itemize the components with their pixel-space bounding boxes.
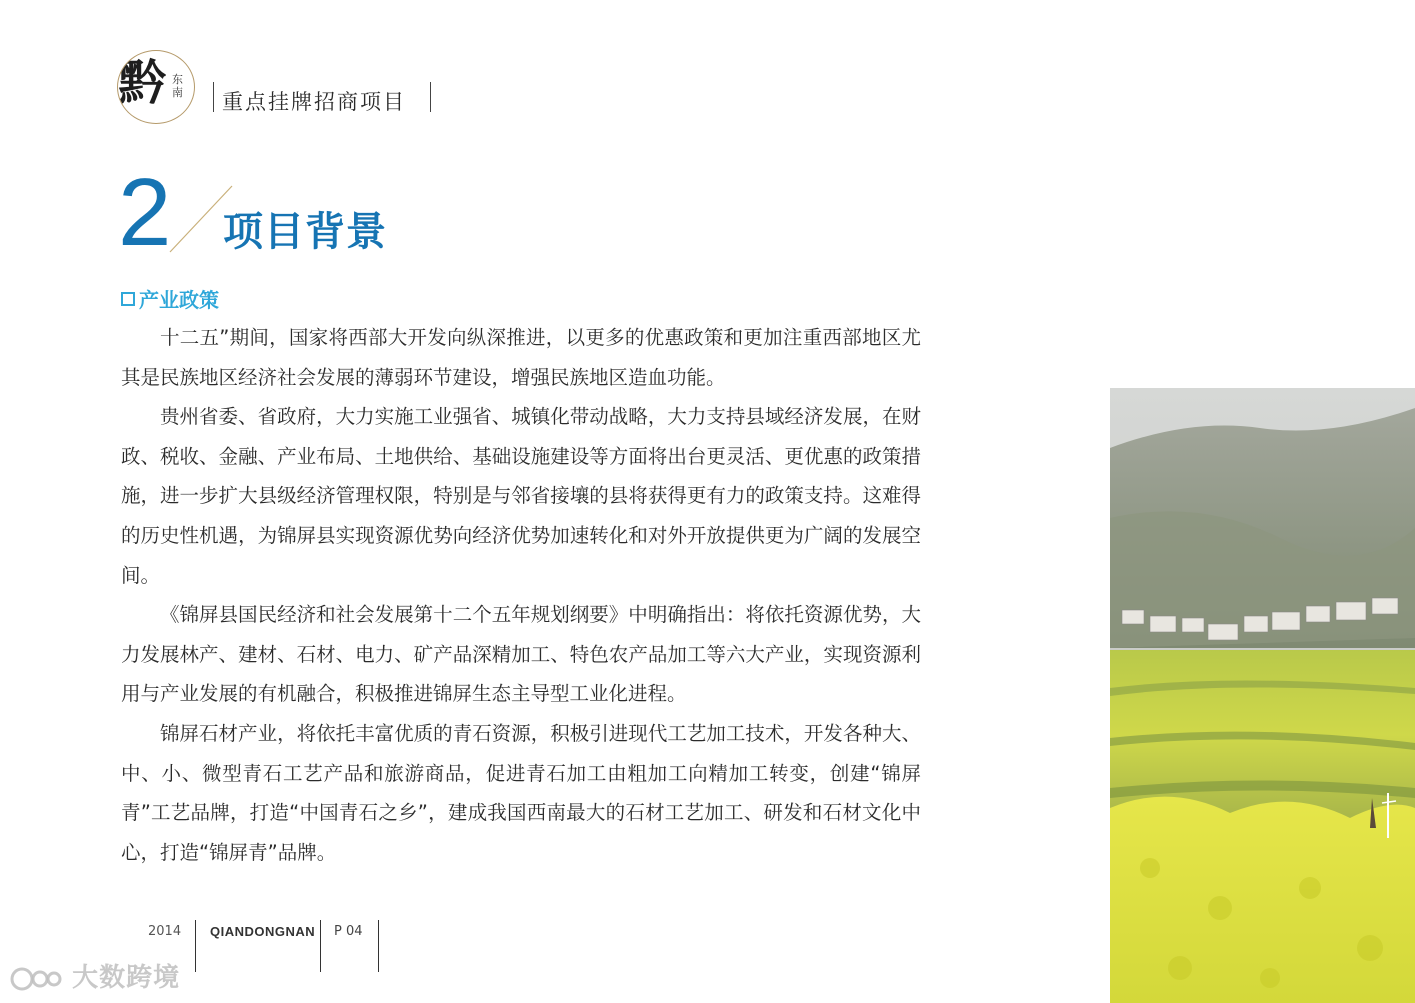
logo-sub-text: 东南: [172, 73, 183, 99]
logo-seal: [117, 50, 195, 124]
subheading-text: 产业政策: [139, 288, 219, 312]
square-bullet-icon: [121, 292, 135, 306]
watermark: [10, 957, 180, 994]
footer-divider-2: [320, 920, 321, 972]
logo-main-glyph: 黔: [118, 55, 167, 111]
paragraph-1: 十二五”期间，国家将西部大开发向纵深推进，以更多的优惠政策和更加注重西部地区尤其是民族地区经济社会发展的薄弱环节建设，增强民族地区造血功能。: [121, 326, 921, 389]
paragraph-2: 贵州省委、省政府，大力实施工业强省、城镇化带动战略，大力支持县域经济发展，在财政、税收、金融、产业布局、土地供给、基础设施建设等方面将出台更灵活、更优惠的政策措施，进一步扩大县级经济管理权限，特别是与邻省接壤的县将获得更有力的政策支持。这难得的历史性机遇，为锦屏县实现资源优势向经济优势加速转化和对外开放提供更为广阔的发展空间。: [121, 405, 921, 587]
header-divider-right: [430, 82, 431, 112]
body-text: [121, 318, 921, 872]
header-title: 重点挂牌招商项目: [222, 90, 406, 114]
paragraph-4: 锦屏石材产业，将依托丰富优质的青石资源，积极引进现代工艺加工技术，开发各种大、中、小、微型青石工艺产品和旅游商品，促进青石加工由粗加工向精加工转变，创建“锦屏青”工艺品牌，打造“中国青石之乡”，建成我国西南最大的石材工艺加工、研发和石材文化中心，打造“锦屏青”品牌。: [121, 721, 921, 864]
footer-brand: QIANDONGNAN: [210, 924, 316, 939]
subheading: [121, 284, 219, 313]
header-divider-left: [213, 82, 214, 112]
paragraph-3: 《锦屏县国民经济和社会发展第十二个五年规划纲要》中明确指出：将依托资源优势，大力发展林产、建材、石材、电力、矿产品深精加工、特色农产品加工等六大产业，实现资源利用与产业发展的有机融合，积极推进锦屏生态主导型工业化进程。: [121, 603, 921, 706]
watermark-text: 大数跨境: [72, 963, 181, 993]
section-number: 2: [118, 159, 172, 266]
footer-divider-1: [195, 920, 196, 972]
watermark-logo-icon: [10, 966, 62, 992]
footer-divider-3: [378, 920, 379, 972]
landscape-photo: [1110, 388, 1415, 1003]
section-title: 项目背景: [223, 209, 387, 255]
footer-page-number: P 04: [334, 924, 363, 939]
footer-year: 2014: [148, 924, 182, 939]
